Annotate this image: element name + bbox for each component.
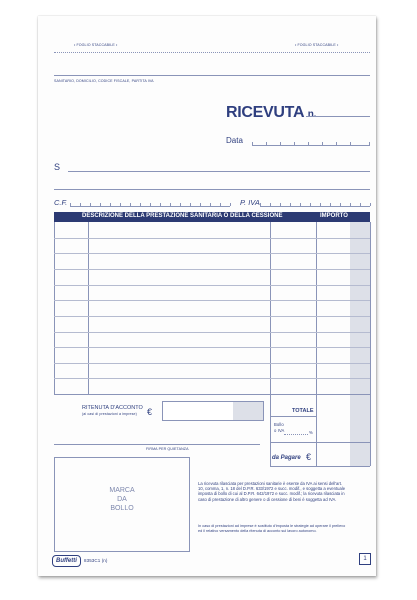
revenue-stamp-text: MARCA DA BOLLO — [109, 487, 135, 512]
receipt-number-field[interactable] — [306, 116, 370, 117]
vat-rate-label: o IVA — [274, 428, 285, 433]
revenue-stamp-box — [54, 457, 190, 552]
total-label: TOTALE — [292, 408, 314, 414]
signature-line[interactable] — [54, 444, 260, 445]
table-row[interactable] — [54, 363, 370, 364]
table-row[interactable] — [54, 316, 370, 317]
table-bottom-line — [54, 394, 370, 395]
totals-bottom-line — [270, 466, 370, 467]
table-row[interactable] — [54, 253, 370, 254]
table-row[interactable] — [54, 238, 370, 239]
product-code: 8353C1 (n) — [84, 558, 108, 563]
detachable-sheet-label-left: • FOGLIO STACCABILE • — [74, 43, 118, 47]
stamp-label: Bollo — [274, 422, 284, 427]
receipt-title: RICEVUTA n. — [226, 104, 317, 121]
table-qty-divider — [88, 222, 89, 394]
receipt-form-sheet — [38, 16, 376, 576]
signature-caption: FIRMA PER QUIETANZA — [146, 447, 189, 451]
total-label-line — [270, 416, 316, 417]
withholding-label: RITENUTA D'ACCONTO — [82, 405, 143, 411]
page-number: 1 — [359, 553, 371, 565]
table-amount-divider — [316, 222, 317, 466]
amount-due-currency: € — [306, 452, 312, 462]
table-header-bar — [54, 212, 370, 222]
table-row[interactable] — [54, 269, 370, 270]
tax-code-label: C.F. — [54, 198, 68, 207]
amount-due-label: da Pagare — [272, 455, 301, 461]
pay-separator — [270, 442, 370, 443]
legal-note: La ricevuta rilasciata per prestazioni sanitarie è esente da IVA ai sensi dell'art. 10, comma, 1, n. 18 del D.P.R. 633/1972 e succ. modif., e soggetta a eventuale imposta di bollo di cui al D.P.R. 642/1972 e succ. modif.; la ricevuta rilasciata in caso di prestazione di altro genere o di cessione di beni è soggetta ad IVA. — [198, 481, 346, 502]
perforation-line — [54, 52, 370, 53]
recipient-address-field[interactable] — [54, 189, 370, 190]
description-column-header: DESCRIZIONE DELLA PRESTAZIONE SANITARIA O DELLA CESSIONE — [82, 213, 283, 219]
issuer-line — [54, 75, 370, 76]
table-desc-divider — [270, 222, 271, 394]
issuer-caption: SANITARIO, DOMICILIO, CODICE FISCALE, PARTITA IVA — [54, 79, 154, 83]
detachable-sheet-label-right: • FOGLIO STACCABILE • — [295, 43, 339, 47]
brand-logo: Buffetti — [52, 555, 81, 567]
table-row[interactable] — [54, 300, 370, 301]
amount-cents-shade — [350, 222, 370, 466]
recipient-label: S — [54, 162, 61, 172]
percent-sign: % — [309, 430, 313, 435]
table-row[interactable] — [54, 332, 370, 333]
totals-left-border — [270, 394, 271, 466]
withholding-input[interactable] — [162, 401, 264, 421]
date-label: Data — [226, 136, 243, 145]
legal-note-secondary: In caso di prestazioni ad imprese è sostituto d'imposta le strategie ad operare il prelievo ed il relativo versamento della ritenuta di acconto sul lavoro autonomo. — [198, 524, 346, 533]
withholding-cents-shade — [233, 402, 263, 420]
amount-column-header: IMPORTO — [320, 213, 348, 219]
recipient-field[interactable] — [68, 171, 370, 172]
date-field[interactable] — [252, 145, 370, 146]
table-row[interactable] — [54, 347, 370, 348]
tax-code-field[interactable] — [70, 206, 230, 207]
withholding-sublabel: (ai casi di prestazioni a imprese) — [82, 412, 137, 416]
vat-label: P. IVA — [240, 198, 260, 207]
table-left-border — [54, 222, 55, 394]
withholding-currency: € — [147, 407, 153, 417]
table-right-border — [370, 222, 371, 466]
vat-field[interactable] — [260, 206, 370, 207]
table-row[interactable] — [54, 285, 370, 286]
vat-rate-field[interactable] — [284, 434, 308, 435]
table-row[interactable] — [54, 378, 370, 379]
